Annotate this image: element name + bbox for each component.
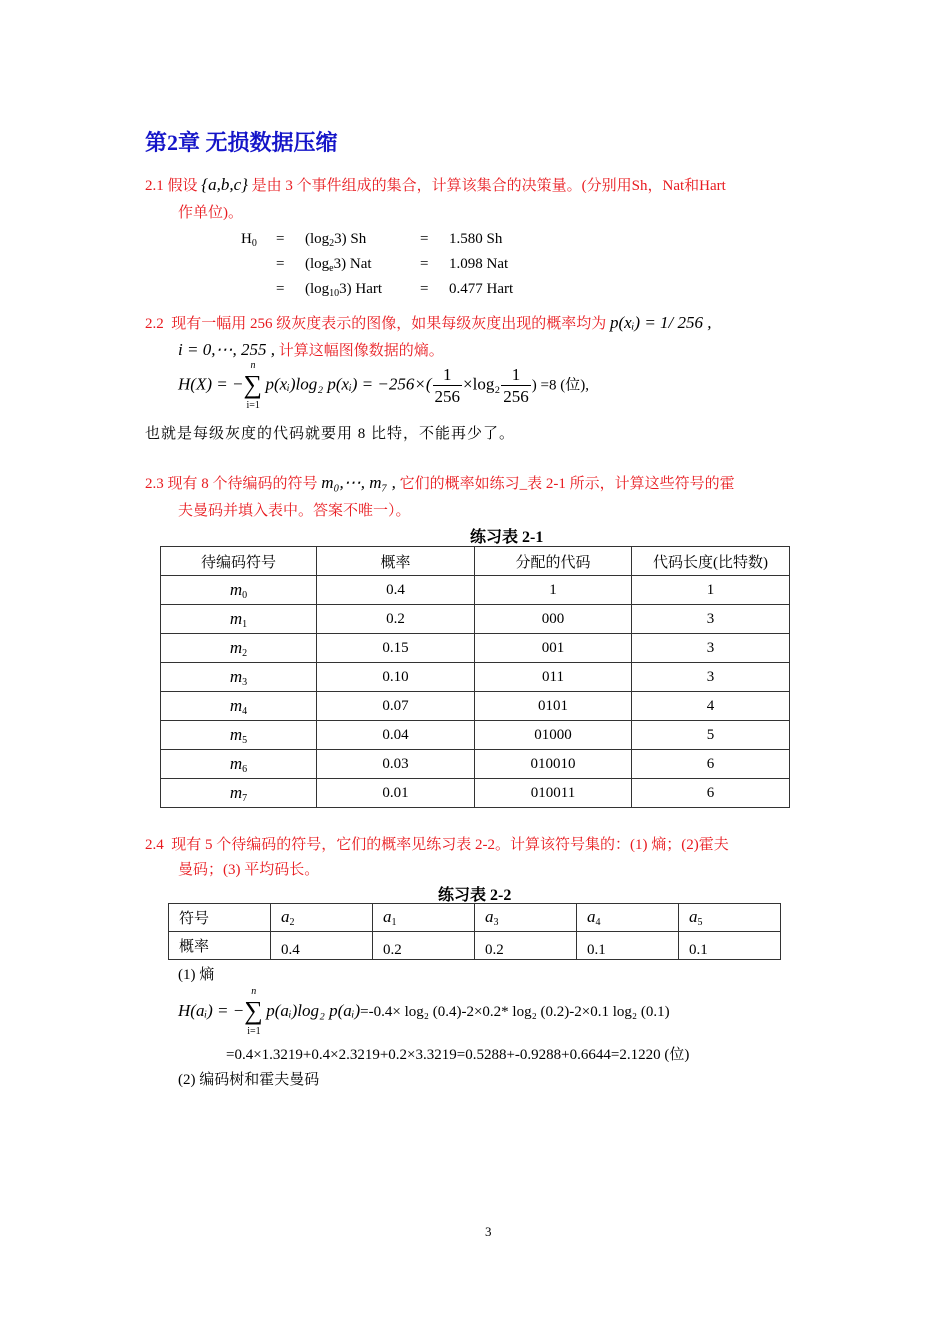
code-cell: 01000 [475, 721, 632, 750]
log-expression: $(\log_{10}3)$ Hart [305, 281, 383, 299]
q24-part2: (2) 编码树和霍夫曼码 [178, 1072, 320, 1088]
probability-cell: 0.1 [577, 932, 679, 960]
q24-formula-line2: =0.4×1.3219+0.4×2.3219+0.2×3.3219=0.5288+-0.9288+0.6644=2.1220 (位) [226, 1047, 690, 1063]
symbol-cell: $a_4$ [577, 904, 679, 932]
symbol-cell: $m_3$ [161, 663, 317, 692]
table-row [161, 779, 790, 808]
code-cell: 1 [475, 576, 632, 605]
page-number: 3 [485, 1224, 492, 1239]
q21-set: {a,b,c} [201, 175, 248, 194]
code-cell: 0101 [475, 692, 632, 721]
symbol-cell: $m_7$ [161, 779, 317, 808]
code-cell: 010011 [475, 779, 632, 808]
code-cell: 001 [475, 634, 632, 663]
probability-cell: 0.03 [317, 750, 475, 779]
table-header: 概率 [317, 547, 475, 576]
symbol-cell: $a_5$ [679, 904, 781, 932]
symbol-cell: $a_3$ [475, 904, 577, 932]
probability-cell: 0.2 [475, 932, 577, 960]
probability-cell: 0.4 [317, 576, 475, 605]
code-cell: 000 [475, 605, 632, 634]
equals-sign: = [420, 256, 429, 272]
length-cell: 3 [632, 605, 790, 634]
probability-cell: 0.07 [317, 692, 475, 721]
table-row [161, 634, 790, 663]
probability-cell: 0.2 [373, 932, 475, 960]
code-cell: 011 [475, 663, 632, 692]
table-2-1-caption: 练习表 2-1 [470, 529, 544, 546]
table-row [161, 721, 790, 750]
equals-sign: = [276, 256, 285, 272]
length-cell: 3 [632, 663, 790, 692]
table-row [161, 750, 790, 779]
probability-cell: 0.1 [679, 932, 781, 960]
symbol-cell: $m_6$ [161, 750, 317, 779]
q22-conclusion: 也就是每级灰度的代码就要用 8 比特，不能再少了。 [145, 426, 516, 442]
symbol-cell: $m_0$ [161, 576, 317, 605]
row-label: 概率 [169, 932, 271, 960]
symbol-cell: $m_2$ [161, 634, 317, 663]
length-cell: 3 [632, 634, 790, 663]
table-row [161, 692, 790, 721]
length-cell: 4 [632, 692, 790, 721]
log-expression: $(\log_23)$ Sh [305, 231, 367, 249]
result-value: 1.580 Sh [449, 231, 503, 247]
result-value: 0.477 Hart [449, 281, 514, 297]
equals-sign: = [420, 231, 429, 247]
probability-cell: 0.10 [317, 663, 475, 692]
table-header: 待编码符号 [161, 547, 317, 576]
table-row [161, 576, 790, 605]
sum-symbol: ∑ n i=1 [243, 359, 262, 411]
q24-line2: 曼码；(3) 平均码长。 [178, 862, 320, 878]
symbol-cell: $a_1$ [373, 904, 475, 932]
q24-formula: H(aᵢ) = − ∑ n i=1 p(aᵢ)log₂ p(aᵢ)=-0.4× log₂ (0.4)-2×0.2* log₂ (0.2)-2×0.1 log₂ (0.1) [178, 986, 670, 1037]
table-2-2-caption: 练习表 2-2 [438, 887, 512, 904]
length-cell: 6 [632, 750, 790, 779]
chapter-title: 第2章 无损数据压缩 [145, 130, 338, 155]
q21-line2: 作单位)。 [178, 205, 243, 221]
length-cell: 6 [632, 779, 790, 808]
q23-line1: 2.3 现有 8 个待编码的符号 m₀,⋯, m₇ , 它们的概率如练习_表 2-1 所示，计算这些符号的霍 [145, 473, 735, 492]
q22-line1: 2.2 现有一幅用 256 级灰度表示的图像，如果每级灰度出现的概率均为 p(xᵢ) = 1/ 256 , [145, 313, 712, 332]
q24-line1: 2.4 现有 5 个待编码的符号，它们的概率见练习表 2-2。计算该符号集的：(1) 熵；(2)霍夫 [145, 837, 729, 853]
symbol-cell: $m_4$ [161, 692, 317, 721]
probability-cell: 0.01 [317, 779, 475, 808]
table-2-2 [168, 903, 781, 960]
q22-prob: p(xᵢ) = 1/ 256 , [610, 313, 712, 332]
table-header: 分配的代码 [475, 547, 632, 576]
length-cell: 5 [632, 721, 790, 750]
symbol-cell: $m_1$ [161, 605, 317, 634]
result-value: 1.098 Nat [449, 256, 509, 272]
probability-cell: 0.04 [317, 721, 475, 750]
q21-line1: 2.1 假设 {a,b,c} 是由 3 个事件组成的集合，计算该集合的决策量。(分别用Sh，Nat和Hart [145, 175, 726, 194]
equals-sign: = [276, 281, 285, 297]
length-cell: 1 [632, 576, 790, 605]
probability-cell: 0.4 [271, 932, 373, 960]
sum-symbol: ∑ n i=1 [244, 986, 263, 1037]
code-cell: 010010 [475, 750, 632, 779]
table-row [161, 605, 790, 634]
row-label: 符号 [169, 904, 271, 932]
q24-part1: (1) 熵 [178, 967, 215, 983]
equals-sign: = [276, 231, 285, 247]
q21-h0: $H_0$ [241, 231, 257, 249]
table-2-1 [160, 546, 790, 808]
probability-cell: 0.15 [317, 634, 475, 663]
q22-line2: i = 0,⋯, 255 , 计算这幅图像数据的熵。 [178, 340, 444, 359]
symbol-cell: $m_5$ [161, 721, 317, 750]
q23-line2: 夫曼码并填入表中。答案不唯一）。 [178, 503, 411, 519]
q22-formula: H(X) = − ∑ n i=1 p(xᵢ)log₂ p(xᵢ) = −256×( $\frac{1}{256}$ ×log₂ $\frac{1}{256}$ ) =8 (位), [178, 359, 589, 411]
probability-cell: 0.2 [317, 605, 475, 634]
symbol-cell: $a_2$ [271, 904, 373, 932]
log-expression: $(\log_e3)$ Nat [305, 256, 372, 274]
table-header: 代码长度(比特数) [632, 547, 790, 576]
equals-sign: = [420, 281, 429, 297]
table-row [161, 663, 790, 692]
